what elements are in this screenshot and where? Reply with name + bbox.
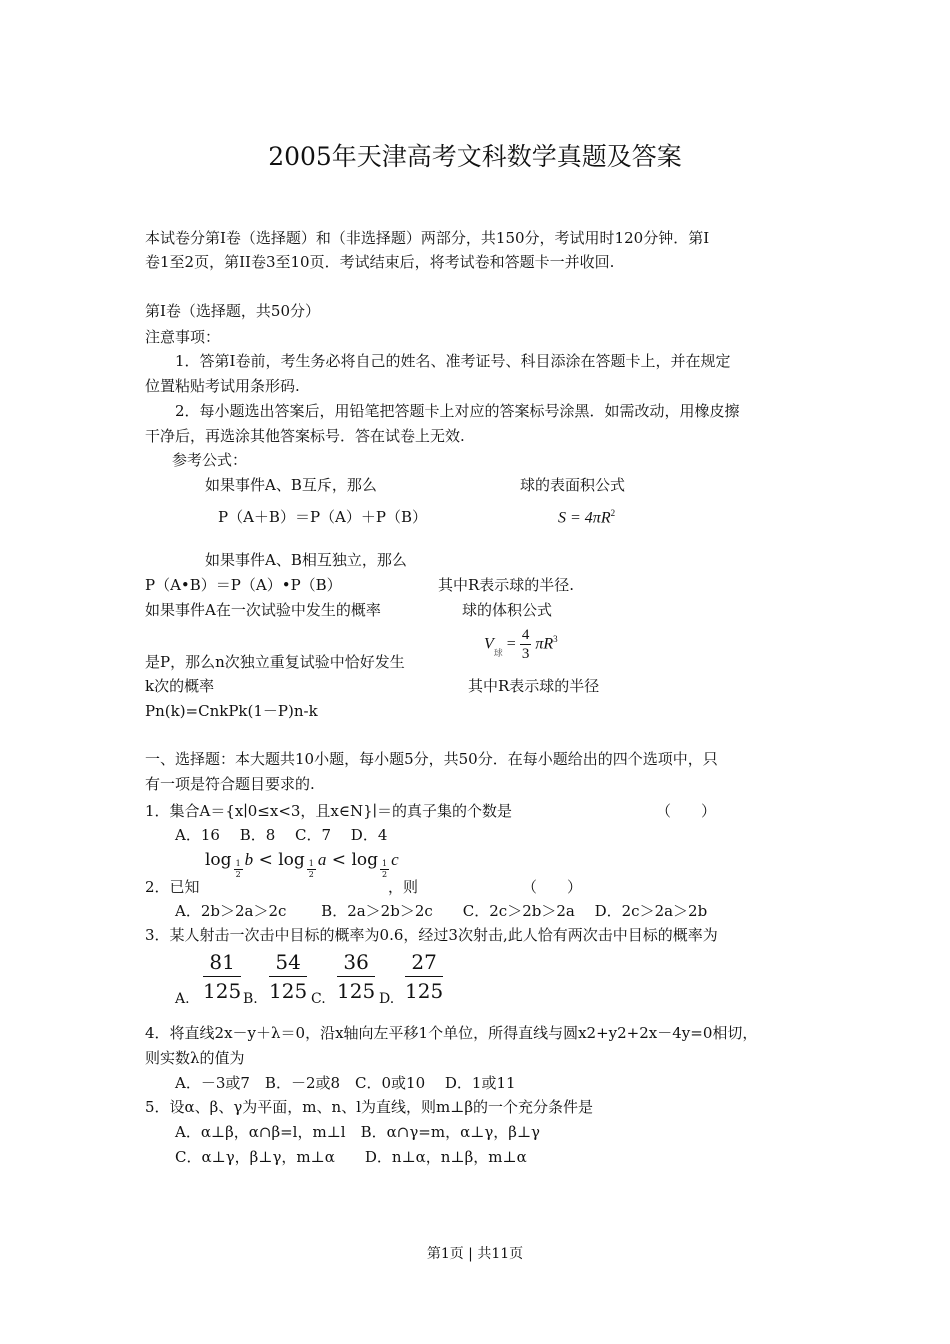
q1-options: A．16 B．8 C．7 D．4 bbox=[175, 826, 388, 844]
intro-line-1: 本试卷分第Ⅰ卷（选择题）和（非选择题）两部分，共150分，考试用时120分钟．第Ⅰ bbox=[145, 229, 710, 247]
page-footer: 第1页 | 共11页 bbox=[426, 1246, 524, 1262]
repeat-trial-line-2: k次的概率 bbox=[145, 677, 215, 695]
q3-option-a: $\frac{81}{125}$ bbox=[203, 950, 242, 1003]
sphere-area-formula: $S = 4\pi R^2$ bbox=[558, 508, 616, 527]
single-trial-text: 如果事件A在一次试验中发生的概率 bbox=[145, 601, 381, 619]
section1-line-1: 一、选择题：本大题共10小题，每小题5分，共50分．在每小题给出的四个选项中，只 bbox=[145, 750, 718, 768]
q2-options: A．2b＞2a＞2c B．2a＞2b＞2c C．2c＞2b＞2a D．2c＞2a＞2b bbox=[175, 902, 708, 920]
q4-options: A．－3或7 B．－2或8 C．0或10 D．1或11 bbox=[175, 1074, 516, 1092]
radius-note-2: 其中R表示球的半径 bbox=[468, 677, 600, 695]
q2-then: ，则 bbox=[388, 878, 419, 896]
q2-answer-bracket: （ ） bbox=[522, 878, 583, 896]
part1-heading: 第Ⅰ卷（选择题，共50分） bbox=[145, 302, 321, 320]
q3-stem: 3．某人射击一次击中目标的概率为0.6，经过3次射击,此人恰有两次击中目标的概率为 bbox=[145, 926, 718, 944]
q3-option-b-label: B. bbox=[243, 991, 258, 1007]
notice-2-line-2: 干净后，再选涂其他答案标号．答在试卷上无效. bbox=[145, 427, 465, 445]
q3-option-c: $\frac{36}{125}$ bbox=[337, 950, 376, 1003]
q3-option-d: $\frac{27}{125}$ bbox=[405, 950, 444, 1003]
radius-note-1: 其中R表示球的半径. bbox=[438, 576, 575, 594]
q2-log-term-2: log $\frac{1}{2}$ a bbox=[278, 850, 327, 879]
q5-options-1: A．α⊥β，α∩β=l，m⊥l B．α∩γ=m，α⊥γ，β⊥γ bbox=[175, 1123, 541, 1141]
notice-2-line-1: 2．每小题选出答案后，用铅笔把答题卡上对应的答案标号涂黑．如需改动，用橡皮擦 bbox=[175, 402, 740, 420]
formulas-title: 参考公式： bbox=[172, 451, 248, 469]
q3-option-b: $\frac{54}{125}$ bbox=[269, 950, 308, 1003]
q3-option-d-label: D. bbox=[379, 991, 395, 1007]
q2-log-term-3: log $\frac{1}{2}$ c bbox=[351, 850, 399, 879]
notice-1-line-1: 1．答第Ⅰ卷前，考生务必将自己的姓名、准考证号、科目添涂在答题卡上，并在规定 bbox=[175, 352, 731, 370]
q3-option-a-label: A. bbox=[175, 991, 190, 1007]
independent-formula: P（A•B）＝P（A）•P（B） bbox=[145, 576, 342, 594]
q5-options-2: C．α⊥γ，β⊥γ，m⊥α D．n⊥α，n⊥β，m⊥α bbox=[175, 1148, 527, 1166]
sphere-area-title: 球的表面积公式 bbox=[520, 476, 626, 494]
notice-title: 注意事项： bbox=[145, 328, 221, 346]
q2-stem: 2．已知 bbox=[145, 878, 200, 896]
section1-line-2: 有一项是符合题目要求的. bbox=[145, 775, 315, 793]
sphere-volume-formula: $V_球$ = $\frac{4}{3}$ $\pi R^3$ bbox=[484, 627, 558, 662]
binomial-formula: Pn(k)=CnkPk(1－P)n-k bbox=[145, 702, 318, 720]
q3-option-c-label: C. bbox=[311, 991, 326, 1007]
exclusive-formula: P（A＋B）＝P（A）＋P（B） bbox=[218, 508, 427, 526]
intro-line-2: 卷1至2页，第II卷3至10页．考试结束后，将考试卷和答题卡一并收回. bbox=[145, 253, 615, 271]
q1-answer-bracket: （ ） bbox=[656, 802, 717, 820]
q4-line-1: 4．将直线2x－y＋λ＝0，沿x轴向左平移1个单位，所得直线与圆x2+y2+2x－4y=0相切， bbox=[145, 1024, 758, 1042]
exclusive-text: 如果事件A、B互斥，那么 bbox=[205, 476, 377, 494]
page-title: 2005年天津高考文科数学真题及答案 bbox=[268, 142, 682, 171]
sphere-volume-title: 球的体积公式 bbox=[462, 601, 553, 619]
q4-line-2: 则实数λ的值为 bbox=[145, 1049, 245, 1067]
q1-stem: 1．集合A＝{x∣0≤x<3，且x∈N}∣＝的真子集的个数是 bbox=[145, 802, 513, 820]
q5-stem: 5．设α、β、γ为平面，m、n、l为直线，则m⊥β的一个充分条件是 bbox=[145, 1098, 593, 1116]
notice-1-line-2: 位置粘贴考试用条形码. bbox=[145, 377, 300, 395]
q2-log-term-1: log $\frac{1}{2}$ b bbox=[205, 850, 254, 879]
repeat-trial-line-1: 是P，那么n次独立重复试验中恰好发生 bbox=[145, 653, 405, 671]
q3-options bbox=[175, 948, 475, 1008]
independent-text: 如果事件A、B相互独立，那么 bbox=[205, 551, 407, 569]
q2-log-inequality: log $\frac{1}{2}$ b < log $\frac{1}{2}$ a < log $\frac{1}{2}$ c bbox=[205, 850, 399, 879]
